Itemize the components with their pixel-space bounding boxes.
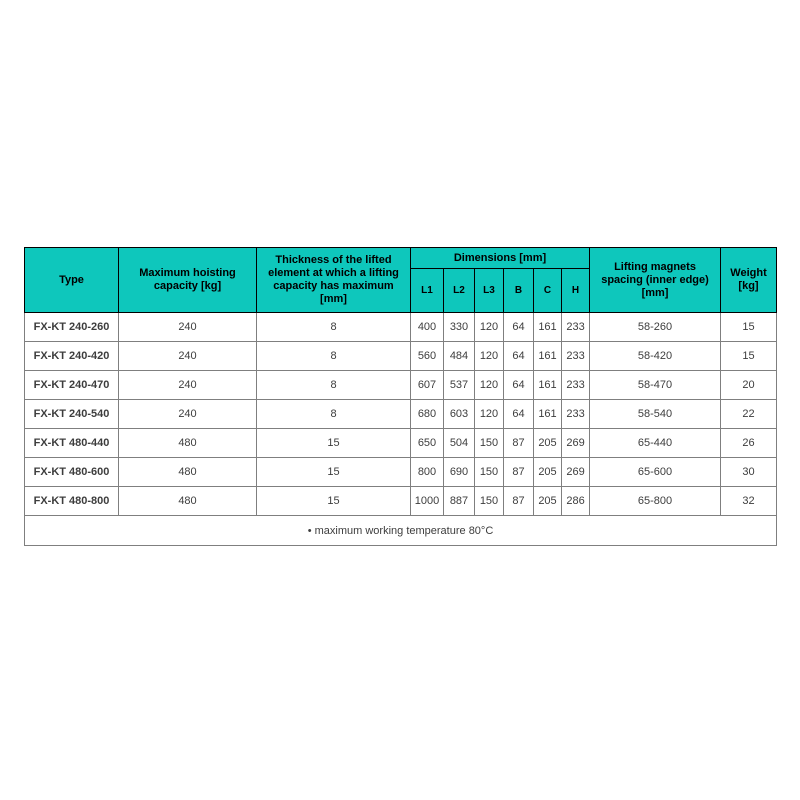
cell-type: FX-KT 480-800 (25, 487, 119, 516)
cell-c: 205 (534, 458, 562, 487)
table-row (25, 429, 777, 458)
cell-l2: 504 (444, 429, 475, 458)
cell-c: 161 (534, 400, 562, 429)
cell-b: 87 (504, 458, 534, 487)
cell-c: 161 (534, 342, 562, 371)
cell-l3: 120 (475, 313, 504, 342)
cell-thickness: 15 (257, 458, 411, 487)
cell-weight: 22 (721, 400, 777, 429)
cell-capacity: 480 (119, 429, 257, 458)
cell-h: 233 (562, 371, 590, 400)
cell-capacity: 240 (119, 342, 257, 371)
cell-spacing: 58-470 (590, 371, 721, 400)
cell-c: 161 (534, 313, 562, 342)
spec-table (24, 247, 777, 546)
cell-type: FX-KT 480-440 (25, 429, 119, 458)
cell-thickness: 15 (257, 429, 411, 458)
table-row (25, 313, 777, 342)
cell-spacing: 65-800 (590, 487, 721, 516)
cell-h: 269 (562, 429, 590, 458)
header-l2: L2 (444, 269, 475, 313)
cell-l3: 120 (475, 371, 504, 400)
cell-weight: 26 (721, 429, 777, 458)
cell-h: 269 (562, 458, 590, 487)
cell-l1: 560 (411, 342, 444, 371)
cell-c: 205 (534, 429, 562, 458)
cell-l1: 680 (411, 400, 444, 429)
header-type: Type (25, 248, 119, 313)
cell-thickness: 8 (257, 400, 411, 429)
header-l1: L1 (411, 269, 444, 313)
cell-l2: 330 (444, 313, 475, 342)
table-row (25, 342, 777, 371)
cell-spacing: 65-600 (590, 458, 721, 487)
cell-h: 233 (562, 313, 590, 342)
table-row (25, 487, 777, 516)
cell-l3: 150 (475, 429, 504, 458)
cell-type: FX-KT 480-600 (25, 458, 119, 487)
header-b: B (504, 269, 534, 313)
cell-type: FX-KT 240-420 (25, 342, 119, 371)
header-weight: Weight [kg] (721, 248, 777, 313)
cell-b: 64 (504, 371, 534, 400)
header-h: H (562, 269, 590, 313)
cell-b: 64 (504, 342, 534, 371)
table-row (25, 458, 777, 487)
cell-b: 87 (504, 429, 534, 458)
cell-spacing: 58-260 (590, 313, 721, 342)
cell-h: 233 (562, 342, 590, 371)
cell-type: FX-KT 240-260 (25, 313, 119, 342)
cell-capacity: 480 (119, 487, 257, 516)
cell-type: FX-KT 240-540 (25, 400, 119, 429)
cell-l1: 800 (411, 458, 444, 487)
cell-h: 286 (562, 487, 590, 516)
cell-l2: 603 (444, 400, 475, 429)
cell-l2: 887 (444, 487, 475, 516)
cell-spacing: 65-440 (590, 429, 721, 458)
header-dimensions: Dimensions [mm] (411, 248, 590, 269)
cell-capacity: 240 (119, 400, 257, 429)
cell-l1: 607 (411, 371, 444, 400)
cell-l3: 120 (475, 400, 504, 429)
cell-spacing: 58-540 (590, 400, 721, 429)
cell-l3: 120 (475, 342, 504, 371)
cell-type: FX-KT 240-470 (25, 371, 119, 400)
cell-b: 64 (504, 313, 534, 342)
cell-c: 205 (534, 487, 562, 516)
header-thickness: Thickness of the lifted element at which a lifting capacity has maximum [mm] (257, 248, 411, 313)
footnote-row (25, 516, 777, 546)
footnote: • maximum working temperature 80°C (25, 516, 777, 546)
cell-l3: 150 (475, 487, 504, 516)
cell-weight: 20 (721, 371, 777, 400)
cell-thickness: 8 (257, 371, 411, 400)
cell-capacity: 480 (119, 458, 257, 487)
cell-weight: 15 (721, 313, 777, 342)
cell-l2: 537 (444, 371, 475, 400)
header-l3: L3 (475, 269, 504, 313)
cell-capacity: 240 (119, 371, 257, 400)
table-row (25, 371, 777, 400)
cell-l2: 690 (444, 458, 475, 487)
cell-l1: 400 (411, 313, 444, 342)
cell-l3: 150 (475, 458, 504, 487)
header-capacity: Maximum hoisting capacity [kg] (119, 248, 257, 313)
cell-weight: 32 (721, 487, 777, 516)
header-row-top (25, 248, 777, 269)
cell-capacity: 240 (119, 313, 257, 342)
cell-l2: 484 (444, 342, 475, 371)
cell-b: 64 (504, 400, 534, 429)
cell-h: 233 (562, 400, 590, 429)
cell-weight: 30 (721, 458, 777, 487)
cell-l1: 1000 (411, 487, 444, 516)
cell-b: 87 (504, 487, 534, 516)
cell-l1: 650 (411, 429, 444, 458)
cell-thickness: 8 (257, 313, 411, 342)
header-spacing: Lifting magnets spacing (inner edge) [mm] (590, 248, 721, 313)
cell-spacing: 58-420 (590, 342, 721, 371)
table-row (25, 400, 777, 429)
cell-thickness: 8 (257, 342, 411, 371)
cell-thickness: 15 (257, 487, 411, 516)
cell-c: 161 (534, 371, 562, 400)
cell-weight: 15 (721, 342, 777, 371)
header-c: C (534, 269, 562, 313)
